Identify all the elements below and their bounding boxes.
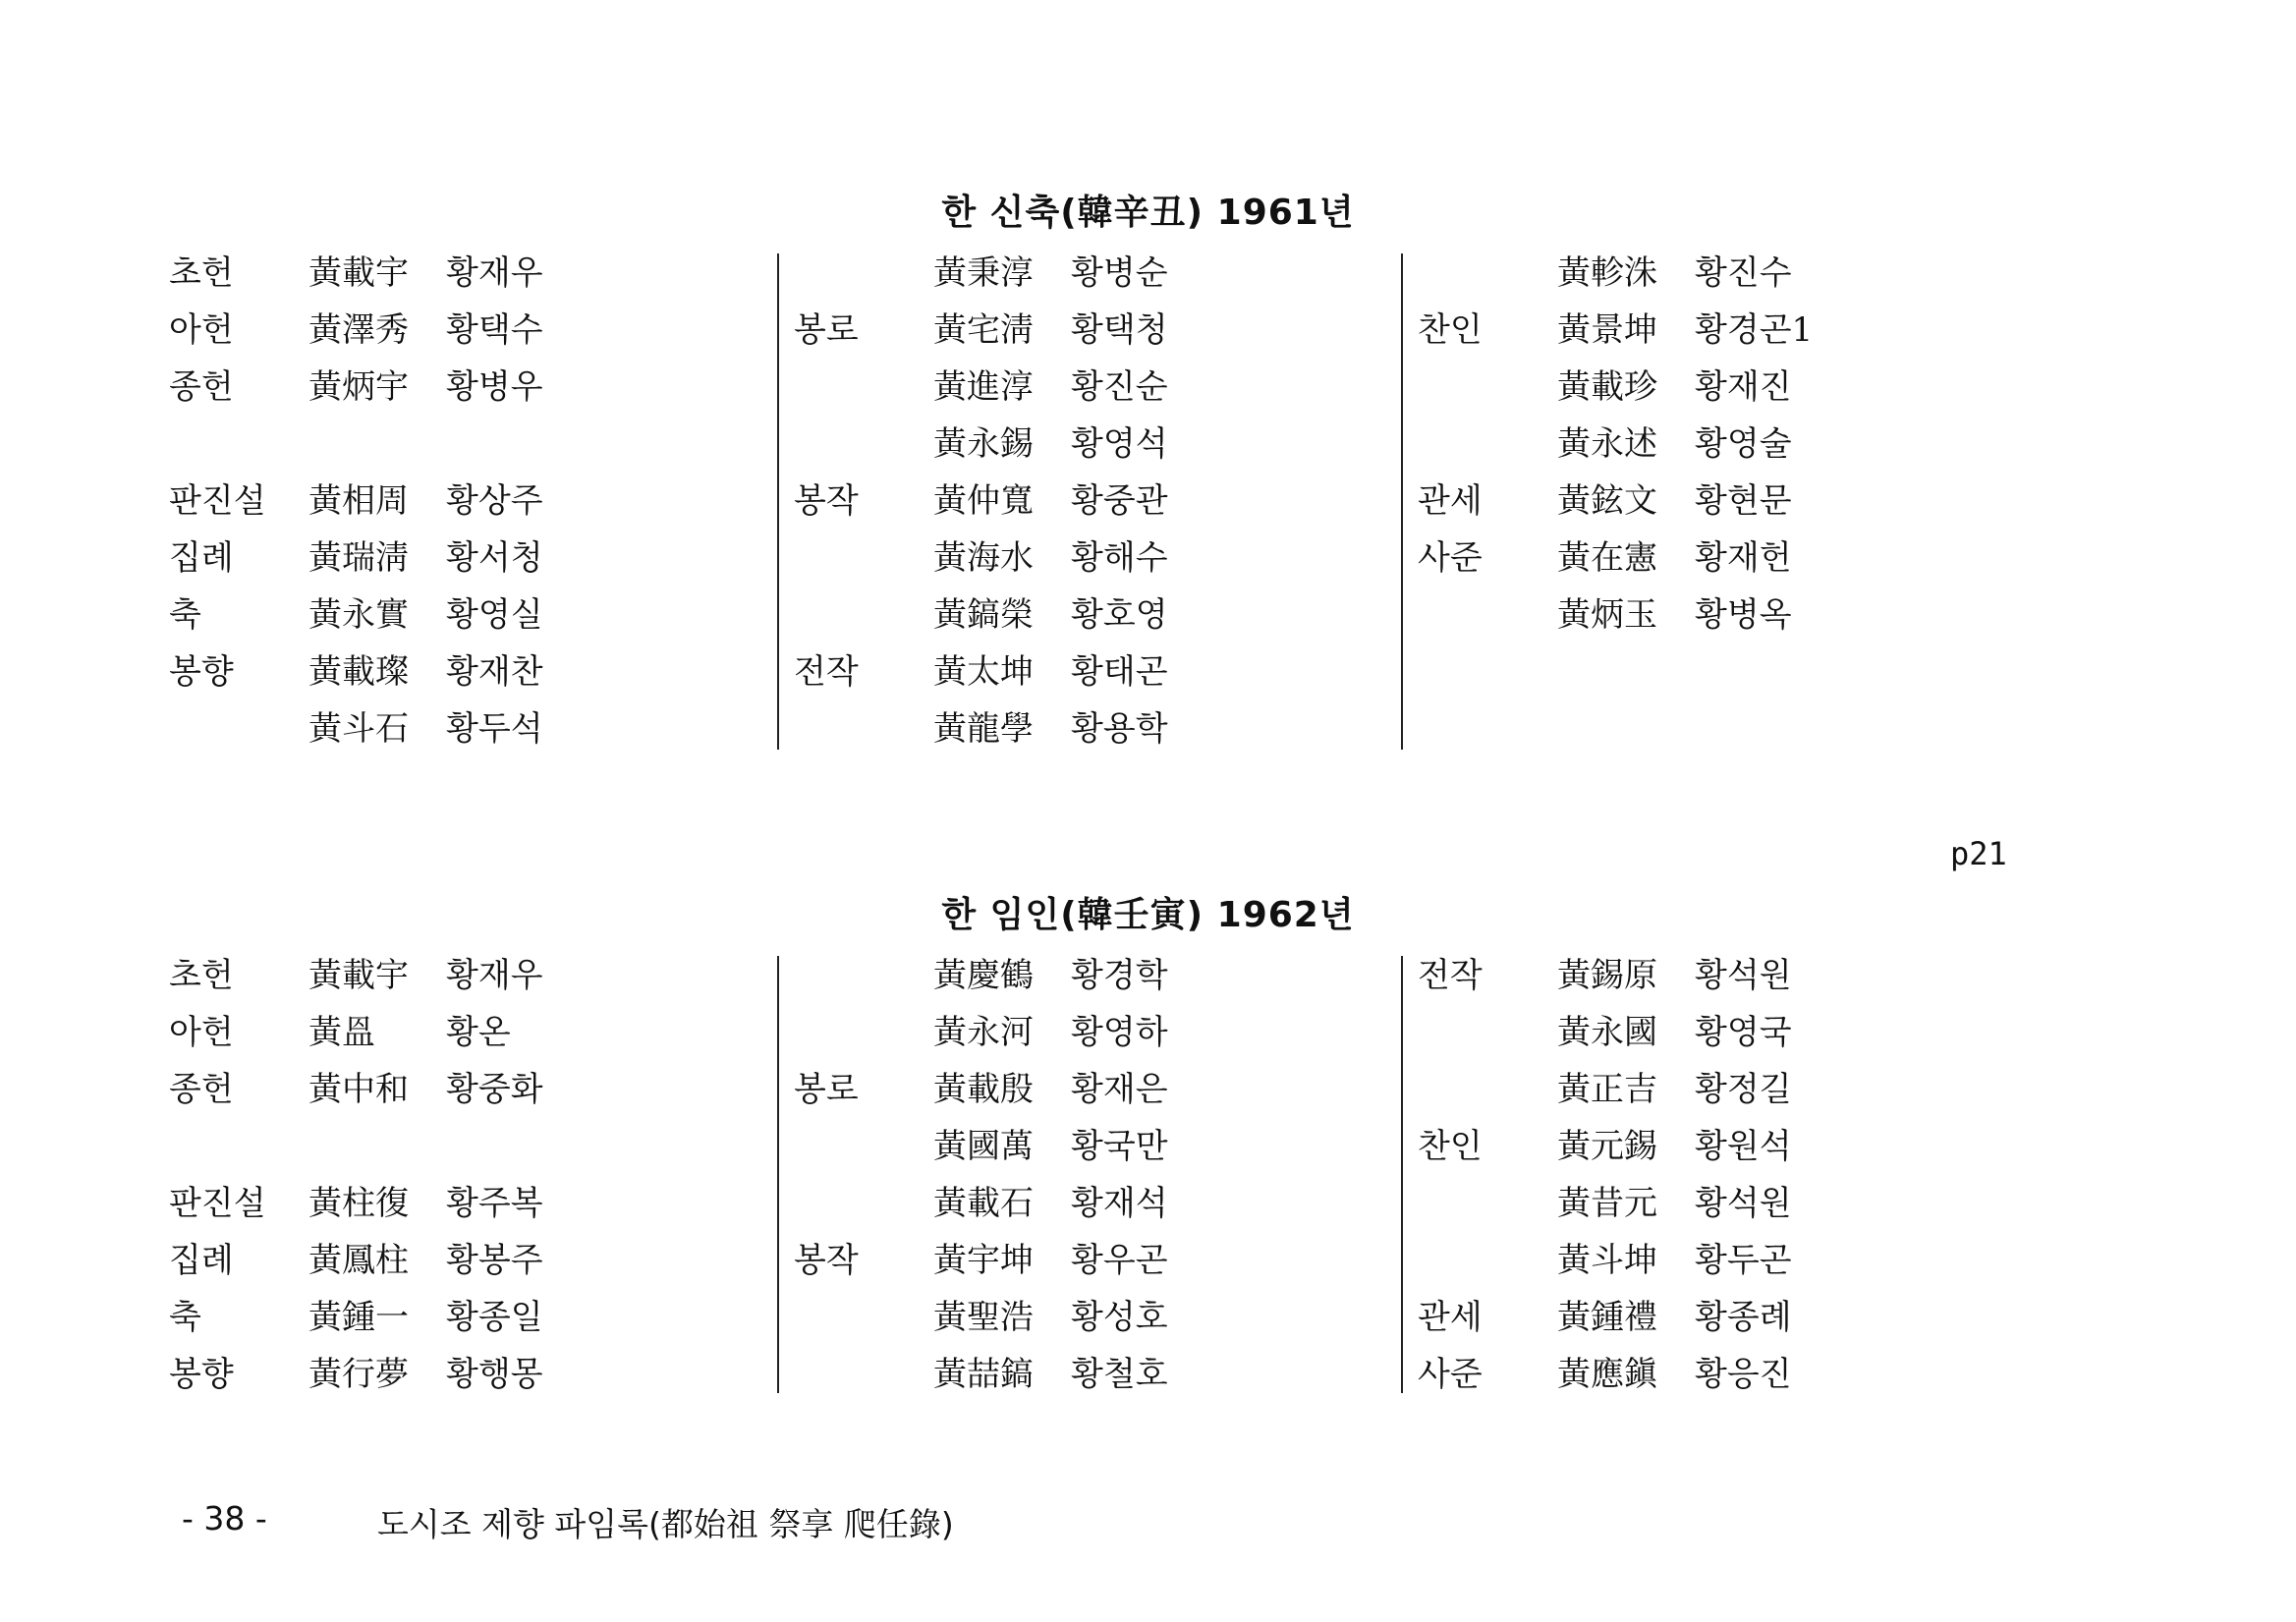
- name-hangul: 황진수: [1695, 253, 1792, 293]
- name-hanja: 黃炳宇: [308, 367, 409, 407]
- role-label: 찬인: [1418, 1127, 1483, 1166]
- name-hangul: 황봉주: [446, 1241, 543, 1280]
- role-label: 초헌: [169, 956, 234, 995]
- name-hangul: 황종례: [1695, 1298, 1792, 1337]
- role-label: 종헌: [169, 1070, 234, 1109]
- name-hangul: 황영술: [1695, 424, 1792, 464]
- name-hangul: 황경학: [1071, 956, 1168, 995]
- name-hangul: 황석원: [1695, 956, 1792, 995]
- name-hanja: 黃柱復: [308, 1184, 409, 1223]
- section-title: 한 신축(韓辛丑) 1961년: [941, 193, 1355, 233]
- name-hangul: 황우곤: [1071, 1241, 1168, 1280]
- name-hangul: 황종일: [446, 1298, 543, 1337]
- name-hangul: 황병순: [1071, 253, 1168, 293]
- name-hanja: 黃聖浩: [933, 1298, 1034, 1337]
- name-hanja: 黃元錫: [1557, 1127, 1657, 1166]
- name-hanja: 黃錫原: [1557, 956, 1657, 995]
- name-hangul: 황상주: [446, 481, 543, 521]
- role-label: 관세: [1418, 481, 1483, 521]
- name-hanja: 黃中和: [308, 1070, 409, 1109]
- role-label: 종헌: [169, 367, 234, 407]
- role-label: 집례: [169, 1241, 234, 1280]
- name-hanja: 黃載殷: [933, 1070, 1034, 1109]
- name-hangul: 황영국: [1695, 1013, 1792, 1052]
- role-label: 사준: [1418, 538, 1483, 578]
- role-label: 관세: [1418, 1298, 1483, 1337]
- name-hangul: 황태곤: [1071, 652, 1168, 692]
- name-hangul: 황현문: [1695, 481, 1792, 521]
- name-hangul: 황호영: [1071, 595, 1168, 635]
- role-label: 판진설: [169, 481, 266, 521]
- role-label: 축: [169, 1298, 201, 1337]
- footer-book-title: 도시조 제향 파임록(都始祖 祭享 爬任錄): [377, 1505, 954, 1543]
- name-hangul: 황중화: [446, 1070, 543, 1109]
- name-hanja: 黃秉淳: [933, 253, 1034, 293]
- name-hanja: 黃鳳柱: [308, 1241, 409, 1280]
- name-hangul: 황응진: [1695, 1355, 1792, 1394]
- role-label: 전작: [1418, 956, 1483, 995]
- name-hangul: 황영실: [446, 595, 543, 635]
- name-hanja: 黃炳玉: [1557, 595, 1657, 635]
- column-divider: [1401, 956, 1403, 1393]
- name-hangul: 황병옥: [1695, 595, 1792, 635]
- name-hangul: 황재석: [1071, 1184, 1168, 1223]
- name-hanja: 黃澤秀: [308, 310, 409, 350]
- name-hanja: 黃鍾禮: [1557, 1298, 1657, 1337]
- role-label: 찬인: [1418, 310, 1483, 350]
- name-hangul: 황병우: [446, 367, 543, 407]
- name-hangul: 황경곤1: [1695, 310, 1814, 350]
- name-hanja: 黃喆鎬: [933, 1355, 1034, 1394]
- name-hangul: 황재헌: [1695, 538, 1792, 578]
- role-label: 아헌: [169, 310, 234, 350]
- role-label: 봉향: [169, 652, 234, 692]
- name-hangul: 황재은: [1071, 1070, 1168, 1109]
- name-hanja: 黃瑞淸: [308, 538, 409, 578]
- role-label: 봉향: [169, 1355, 234, 1394]
- name-hangul: 황재우: [446, 956, 543, 995]
- role-label: 봉작: [794, 481, 859, 521]
- name-hanja: 黃在憲: [1557, 538, 1657, 578]
- name-hangul: 황용학: [1071, 709, 1168, 749]
- name-hangul: 황국만: [1071, 1127, 1168, 1166]
- name-hanja: 黃行夢: [308, 1355, 409, 1394]
- role-label: 사준: [1418, 1355, 1483, 1394]
- name-hanja: 黃載宇: [308, 253, 409, 293]
- name-hanja: 黃鎬榮: [933, 595, 1034, 635]
- name-hanja: 黃永錫: [933, 424, 1034, 464]
- name-hanja: 黃斗坤: [1557, 1241, 1657, 1280]
- name-hanja: 黃載宇: [308, 956, 409, 995]
- name-hanja: 黃相周: [308, 481, 409, 521]
- name-hanja: 黃宇坤: [933, 1241, 1034, 1280]
- name-hanja: 黃永國: [1557, 1013, 1657, 1052]
- name-hanja: 黃海水: [933, 538, 1034, 578]
- column-divider: [777, 253, 779, 750]
- role-label: 봉로: [794, 1070, 859, 1109]
- name-hangul: 황중관: [1071, 481, 1168, 521]
- name-hanja: 黃龍學: [933, 709, 1034, 749]
- name-hangul: 황진순: [1071, 367, 1168, 407]
- name-hanja: 黃正吉: [1557, 1070, 1657, 1109]
- name-hanja: 黃載石: [933, 1184, 1034, 1223]
- role-label: 초헌: [169, 253, 234, 293]
- section-title: 한 임인(韓壬寅) 1962년: [941, 895, 1355, 935]
- name-hangul: 황택수: [446, 310, 543, 350]
- name-hanja: 黃昔元: [1557, 1184, 1657, 1223]
- name-hangul: 황행몽: [446, 1355, 543, 1394]
- name-hangul: 황성호: [1071, 1298, 1168, 1337]
- role-label: 봉작: [794, 1241, 859, 1280]
- name-hanja: 黃永述: [1557, 424, 1657, 464]
- name-hangul: 황석원: [1695, 1184, 1792, 1223]
- name-hangul: 황정길: [1695, 1070, 1792, 1109]
- role-label: 전작: [794, 652, 859, 692]
- name-hanja: 黃斗石: [308, 709, 409, 749]
- name-hangul: 황재진: [1695, 367, 1792, 407]
- name-hangul: 황재우: [446, 253, 543, 293]
- role-label: 봉로: [794, 310, 859, 350]
- name-hangul: 황온: [446, 1013, 511, 1052]
- footer-page-number: - 38 -: [182, 1499, 267, 1538]
- name-hangul: 황택청: [1071, 310, 1168, 350]
- name-hanja: 黃永實: [308, 595, 409, 635]
- role-label: 판진설: [169, 1184, 266, 1223]
- role-label: 집례: [169, 538, 234, 578]
- name-hanja: 黃景坤: [1557, 310, 1657, 350]
- role-label: 아헌: [169, 1013, 234, 1052]
- name-hangul: 황재찬: [446, 652, 543, 692]
- name-hanja: 黃鍾一: [308, 1298, 409, 1337]
- name-hanja: 黃𥁕: [308, 1013, 375, 1052]
- name-hanja: 黃軫洙: [1557, 253, 1657, 293]
- name-hanja: 黃進淳: [933, 367, 1034, 407]
- name-hangul: 황주복: [446, 1184, 543, 1223]
- name-hangul: 황원석: [1695, 1127, 1792, 1166]
- name-hangul: 황해수: [1071, 538, 1168, 578]
- name-hangul: 황서청: [446, 538, 543, 578]
- name-hanja: 黃鉉文: [1557, 481, 1657, 521]
- name-hangul: 황두곤: [1695, 1241, 1792, 1280]
- name-hanja: 黃載珍: [1557, 367, 1657, 407]
- name-hangul: 황영석: [1071, 424, 1168, 464]
- column-divider: [1401, 253, 1403, 750]
- name-hanja: 黃慶鶴: [933, 956, 1034, 995]
- name-hanja: 黃宅淸: [933, 310, 1034, 350]
- name-hanja: 黃載璨: [308, 652, 409, 692]
- name-hanja: 黃仲寬: [933, 481, 1034, 521]
- name-hanja: 黃應鎭: [1557, 1355, 1657, 1394]
- name-hangul: 황철호: [1071, 1355, 1168, 1394]
- name-hanja: 黃國萬: [933, 1127, 1034, 1166]
- page-marker: p21: [1950, 835, 2007, 872]
- name-hangul: 황영하: [1071, 1013, 1168, 1052]
- role-label: 축: [169, 595, 201, 635]
- name-hanja: 黃太坤: [933, 652, 1034, 692]
- name-hanja: 黃永河: [933, 1013, 1034, 1052]
- column-divider: [777, 956, 779, 1393]
- name-hangul: 황두석: [446, 709, 543, 749]
